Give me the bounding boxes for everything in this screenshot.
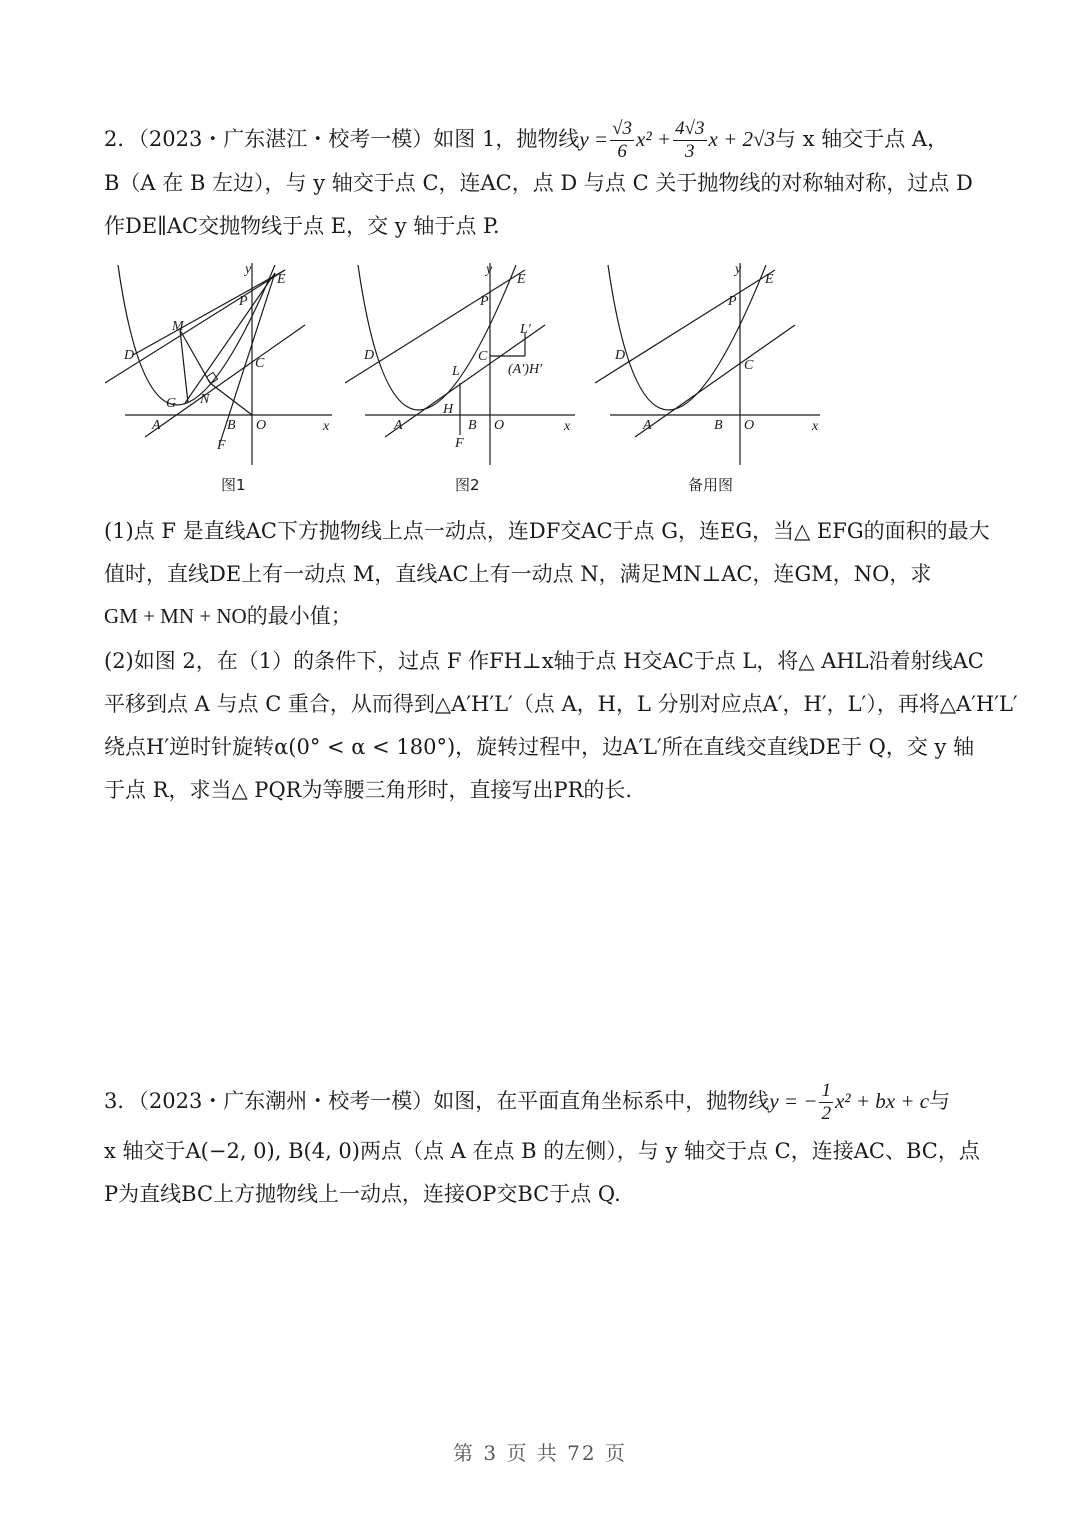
fig2-label-c: C: [478, 349, 488, 364]
fig2-parabola: [358, 265, 516, 410]
caption-backup: 备用图: [688, 476, 734, 494]
q3-line1: [104, 1080, 950, 1125]
q2-eq-end: x + 2√3: [708, 127, 776, 151]
q2-part2-line4: 于点 R，求当△ PQR为等腰三角形时，直接写出PR的长.: [104, 778, 633, 802]
fig2-label-e: E: [517, 272, 526, 287]
fig2-line-ac: [385, 325, 545, 437]
fig3-label-c: C: [744, 358, 754, 373]
fig3-label-e: E: [765, 272, 774, 287]
fig2-label-h: H: [443, 402, 454, 417]
q2-frac2-num: 4√3: [675, 118, 705, 139]
figure-backup: [590, 255, 830, 475]
q2-frac1: [610, 118, 634, 163]
q2-part1-line1: (1)点 F 是直线AC下方抛物线上点一动点，连DF交AC于点 G，连EG，当△ EFG的面积的最大: [104, 519, 990, 543]
q3-eq-y: y = −: [769, 1089, 818, 1113]
fig1-label-e: E: [277, 272, 286, 287]
fig3-label-o: O: [744, 418, 755, 433]
fig1-label-p: P: [239, 294, 248, 309]
q2-frac2: [673, 118, 706, 163]
fig3-label-b: B: [714, 418, 723, 433]
fig2-line-de: [345, 270, 525, 383]
q2-eq-y: y =: [579, 127, 609, 151]
figure-1: [100, 255, 340, 475]
fig2-label-f: F: [455, 436, 464, 451]
q2-frac1-den: 6: [617, 141, 627, 162]
q2-line1-suffix: 与 x 轴交于点 A，: [775, 127, 949, 151]
fig1-label-n: N: [200, 392, 210, 407]
fig1-line-ge: [185, 273, 275, 403]
fig1-label-x: x: [323, 419, 330, 434]
fig1-label-m: M: [172, 319, 184, 334]
fig2-label-l: L: [452, 364, 460, 379]
q2-eq-mid: x² +: [636, 127, 672, 151]
figure-2: [340, 255, 585, 475]
fig1-label-o: O: [256, 418, 267, 433]
q2-part2-line3: 绕点H′逆时针旋转α(0° < α < 180°)，旋转过程中，边A′L′所在直线交直线DE于 Q，交 y 轴: [104, 735, 975, 759]
fig1-label-g: G: [166, 396, 177, 411]
q3-line1-suffix: 与: [929, 1089, 951, 1113]
fig2-label-a: A: [394, 418, 403, 433]
q2-frac1-num: √3: [612, 118, 633, 139]
q2-line1: [104, 118, 948, 163]
fig1-label-d: D: [124, 348, 135, 363]
fig2-label-d: D: [364, 348, 375, 363]
q2-line2: B（A 在 B 左边），与 y 轴交于点 C，连AC，点 D 与点 C 关于抛物线的对称轴对称，过点 D: [104, 171, 973, 195]
fig1-label-a: A: [152, 418, 161, 433]
fig1-label-f: F: [217, 438, 226, 453]
q2-part2-line1: (2)如图 2，在（1）的条件下，过点 F 作FH⊥x轴于点 H交AC于点 L，将△ AHL沿着射线AC: [104, 649, 984, 673]
fig2-label-p: P: [480, 294, 489, 309]
fig3-label-p: P: [728, 294, 737, 309]
q3-frac-den: 2: [821, 1103, 831, 1124]
fig2-label-ah-prime: (A′)H′: [508, 362, 543, 377]
fig3-label-x: x: [812, 419, 819, 434]
caption-fig2: 图2: [455, 476, 480, 494]
fig1-label-y: y: [245, 262, 252, 277]
fig3-parabola: [608, 265, 766, 410]
q2-line3: 作DE∥AC交抛物线于点 E，交 y 轴于点 P.: [104, 214, 500, 238]
q2-part1-line3: GM + MN + NO的最小值；: [104, 604, 352, 628]
page-footer: 第 3 页 共 72 页: [453, 1441, 627, 1465]
fig1-label-c: C: [255, 356, 265, 371]
fig2-label-o: O: [494, 418, 505, 433]
fig2-label-b: B: [468, 418, 477, 433]
q3-line2: x 轴交于A(−2, 0), B(4, 0)两点（点 A 在点 B 的左侧），与 y 轴交于点 C，连接AC、BC，点: [104, 1139, 980, 1163]
fig3-label-a: A: [643, 418, 652, 433]
fig1-label-b: B: [227, 418, 236, 433]
q3-frac: [819, 1080, 833, 1125]
q3-line3: P为直线BC上方抛物线上一动点，连接OP交BC于点 Q.: [104, 1182, 621, 1206]
q2-line1-prefix: 2．（2023・广东湛江・校考一模）如图 1，抛物线: [104, 127, 580, 151]
fig3-label-y: y: [735, 262, 742, 277]
fig2-label-lprime: L′: [520, 322, 531, 337]
fig2-label-y: y: [486, 262, 493, 277]
q2-part2-line2: 平移到点 A 与点 C 重合，从而得到△A′H′L′（点 A，H，L 分别对应点A′，H′，L′），再将△A′H′L′: [104, 692, 1018, 716]
q3-line1-prefix: 3．（2023・广东潮州・校考一模）如图，在平面直角坐标系中，抛物线: [104, 1089, 770, 1113]
q2-part1-line2: 值时，直线DE上有一动点 M，直线AC上有一动点 N，满足MN⊥AC，连GM，NO，求: [104, 562, 932, 586]
q3-frac-num: 1: [821, 1080, 831, 1101]
q3-eq-end: x² + bx + c: [834, 1089, 930, 1113]
fig2-label-x: x: [564, 419, 571, 434]
fig3-label-d: D: [615, 348, 626, 363]
q2-frac2-den: 3: [685, 141, 695, 162]
caption-fig1: 图1: [221, 476, 246, 494]
fig1-line-ac: [145, 325, 305, 437]
